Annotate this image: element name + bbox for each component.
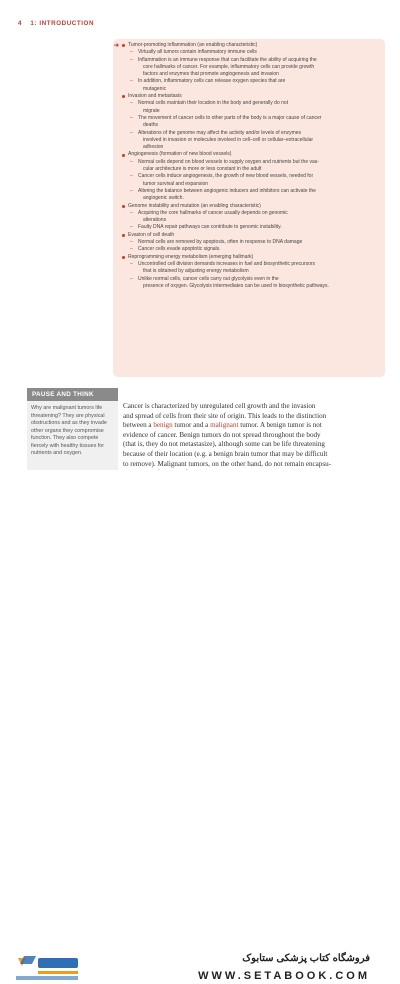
hallmark-detail: – Unlike normal cells, cancer cells carry out glycolysis even in the: [118, 276, 380, 283]
hallmark-detail-continued: tumor survival and expansion: [143, 180, 209, 187]
hallmark-detail-continued: core hallmarks of cancer. For example, inflammatory cells can provide growth: [143, 63, 315, 70]
hallmark-detail: – Normal cells depend on blood vessels to supply oxygen and nutrients but the vas-: [118, 159, 380, 166]
hallmark-detail: – Virtually all tumors contain inflammatory immune cells: [118, 49, 380, 56]
body-paragraph: [123, 402, 393, 479]
hallmark-detail: – Inflammation is an immune response that can facilitate the ability of acquiring the: [118, 57, 380, 64]
hallmark-heading: Invasion and metastasis: [118, 93, 380, 100]
store-url[interactable]: WWW.SETABOOK.COM: [198, 970, 370, 982]
hallmark-detail: – Alterations of the genome may affect the activity and/or levels of enzymes: [118, 130, 380, 137]
highlighted-term: benign: [153, 421, 173, 430]
hallmark-detail: – Faulty DNA repair pathways can contribute to genomic instability.: [118, 224, 380, 231]
body-line: (that is, they do not metastasize), although some can be life threatening: [123, 440, 325, 449]
continuation-arrow-icon: ➔: [114, 43, 120, 49]
page-number: 4: [18, 20, 23, 27]
pause-and-think-line: other organs they compromise: [31, 427, 104, 434]
hallmark-detail: – Normal cells are removed by apoptosis, often in response to DNA damage: [118, 239, 380, 246]
hallmark-detail-continued: mutagenic: [143, 85, 167, 92]
hallmark-detail-continued: angiogenic switch.: [143, 195, 184, 202]
hallmark-detail: – Cancer cells evade apoptotic signals.: [118, 246, 380, 253]
body-line: Cancer is characterized by unregulated cell growth and the invasion: [123, 402, 316, 410]
body-line: to remove). Malignant tumors, on the other hand, do not remain encapsu-: [123, 459, 332, 468]
body-line: evidence of cancer. Benign tumors do not spread throughout the body: [123, 430, 321, 439]
hallmark-detail-continued: adhesion: [143, 144, 164, 151]
running-header: [18, 20, 94, 27]
hallmark-detail: – In addition, inflammatory cells can release oxygen species that are: [118, 78, 380, 85]
hallmark-heading: Angiogenesis (formation of new blood vessels): [118, 151, 380, 158]
body-line: because of their location (e.g. a benign brain tumor that may be difficult: [123, 449, 328, 458]
pause-and-think-line: obstructions and as they invade: [31, 420, 107, 426]
body-line: between a benign tumor and a malignant tumor. A benign tumor is not: [123, 421, 322, 430]
hallmark-detail-continued: that is obtained by adjusting energy metabolism: [143, 268, 249, 275]
hallmark-heading: Reprogramming energy metabolism (emerging hallmark): [118, 254, 380, 261]
hallmark-detail: – The movement of cancer cells to other parts of the body is a major cause of cancer: [118, 115, 380, 122]
hallmark-detail-continued: alterations: [143, 217, 167, 224]
hallmark-heading: Evasion of cell death: [118, 232, 380, 239]
hallmark-detail: – Altering the balance between angiogenic inducers and inhibitors can activate the: [118, 188, 380, 195]
hallmark-detail-continued: presence of oxygen. Glycolysis intermediates can be used in biosynthetic pathways.: [143, 282, 329, 289]
pause-and-think-line: nutrients and oxygen.: [31, 450, 83, 456]
hallmark-detail-continued: involved in invasion or molecules involved in cell–cell or cellular–extracellular: [143, 136, 314, 143]
hallmark-detail-continued: migrate: [143, 107, 160, 114]
hallmark-detail-continued: cular architecture is more or less constant in the adult: [143, 166, 262, 173]
pause-and-think-line: threatening? They are physical: [31, 412, 105, 419]
hallmark-detail-continued: deaths: [143, 122, 159, 129]
body-line: and spread of cells from their site of origin. This leads to the distinction: [123, 411, 327, 420]
hallmark-detail-continued: factors and enzymes that promote angiogenesis and invasion: [143, 71, 279, 78]
store-name: فروشگاه کتاب پزشکی ستابوک: [242, 953, 370, 964]
hallmark-detail: – Uncontrolled cell division demands increases in fuel and biosynthetic precursors: [118, 261, 380, 268]
pause-and-think-line: function. They also compete: [31, 435, 99, 441]
hallmark-detail: – Acquiring the core hallmarks of cancer usually depends on genomic: [118, 210, 380, 217]
hallmark-heading: Genome instability and mutation (an enabling characteristic): [118, 203, 380, 210]
pause-and-think-line: fiercely with healthy tissues for: [31, 442, 105, 449]
hallmarks-list: [118, 42, 380, 290]
highlighted-term: malignant: [210, 421, 239, 430]
setabook-logo: [14, 952, 82, 984]
hallmark-detail: – Cancer cells induce angiogenesis, the growth of new blood vessels, needed for: [118, 173, 380, 180]
section-title: 1: INTRODUCTION: [30, 20, 95, 27]
hallmark-heading: Tumor-promoting inflammation (an enabling characteristic): [118, 42, 380, 49]
watermark-banner: [0, 470, 400, 982]
pause-and-think-line: Why are malignant tumors life: [31, 405, 103, 411]
pause-and-think-title: PAUSE AND THINK: [27, 388, 118, 401]
hallmark-detail: – Normal cells maintain their location in the body and generally do not: [118, 100, 380, 107]
pause-and-think-text: [31, 405, 117, 458]
